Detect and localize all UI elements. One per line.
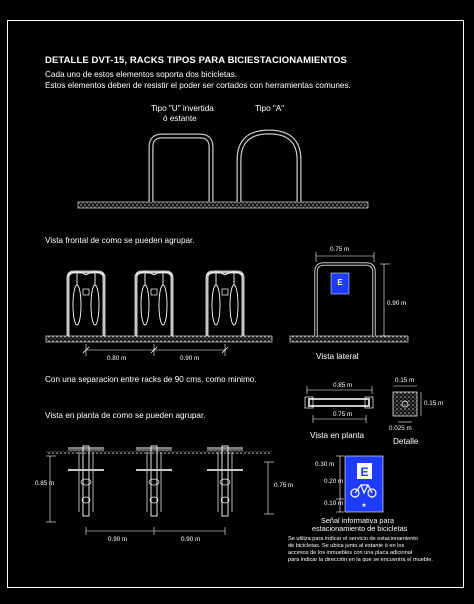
- description-line-2: Estos elementos deben de resistir el poder ser cortados con herramientas comunes.: [45, 81, 351, 90]
- sign-star-icon: ★: [361, 502, 367, 509]
- front-view-racks: [46, 272, 272, 356]
- sign-dim-lower: 0.10 m: [324, 500, 344, 507]
- plan-detail-dim-bottom: 0.75 m: [333, 411, 353, 418]
- plan-dim-height-left: 0.85 m: [35, 480, 55, 487]
- side-view: [290, 252, 408, 342]
- sign-note-1: Se utiliza para indicar el servicio de estacionamiento: [288, 536, 418, 542]
- plan-detail-dim-top: 0.85 m: [333, 382, 353, 389]
- plan-view-racks: [46, 446, 274, 535]
- front-dim-left: 0.80 m: [107, 355, 127, 362]
- side-sign-letter: E: [337, 278, 343, 287]
- side-height-dim: 0.90 m: [387, 300, 407, 307]
- base-dim-bottom: 0.025 m: [389, 425, 412, 432]
- sign-note-3: accesos de los inmuebles con una placa adicional: [288, 550, 413, 556]
- sign-note-4: para indicar la dirección en la que se encuentra el mueble.: [288, 557, 433, 563]
- separation-note: Con una separacion entre racks de 90 cms. como minimo.: [45, 375, 257, 384]
- label-u-rack: Tipo "U" invertida: [151, 104, 214, 113]
- front-view-caption: Vista frontal de como se pueden agrupar.: [45, 236, 195, 245]
- plan-detail-caption: Vista en planta: [310, 431, 365, 440]
- drawing-title: DETALLE DVT-15, RACKS TIPOS PARA BICIESTACIONAMIENTOS: [45, 55, 347, 66]
- info-sign: [336, 456, 383, 512]
- side-view-caption: Vista lateral: [316, 352, 359, 361]
- base-dim-top: 0.15 m: [395, 377, 415, 384]
- plan-detail: [305, 386, 373, 423]
- front-dim-right: 0.90 m: [180, 355, 200, 362]
- sign-note-2: de bicicletas. Se ubica junto al estante ó en los: [288, 543, 405, 549]
- base-dim-right: 0.15 m: [424, 400, 444, 407]
- description-line-1: Cada uno de estos elementos soporta dos bicicletas.: [45, 70, 238, 79]
- plan-view-caption: Vista en planta de como se pueden agrupar.: [45, 411, 206, 420]
- plan-dim-height-right: 0.75 m: [274, 482, 294, 489]
- sign-caption-line-2: estacionamiento de bicicletas: [312, 524, 408, 533]
- sign-dim-upper: 0.20 m: [324, 478, 344, 485]
- rack-types-elevation: [78, 132, 368, 208]
- plan-dim-bottom-left: 0.90 m: [108, 536, 128, 543]
- base-detail: [393, 386, 421, 422]
- sign-dim-total: 0.30 m: [315, 461, 335, 468]
- label-u-rack-alt: ó estante: [163, 114, 197, 123]
- sign-caption-line-1: Señal informativa para: [321, 516, 395, 525]
- label-a-rack: Tipo "A": [255, 104, 285, 113]
- base-detail-caption: Detalle: [393, 437, 419, 446]
- sign-letter: E: [360, 465, 369, 479]
- plan-dim-bottom-right: 0.90 m: [181, 536, 201, 543]
- side-width-dim: 0.75 m: [330, 246, 350, 253]
